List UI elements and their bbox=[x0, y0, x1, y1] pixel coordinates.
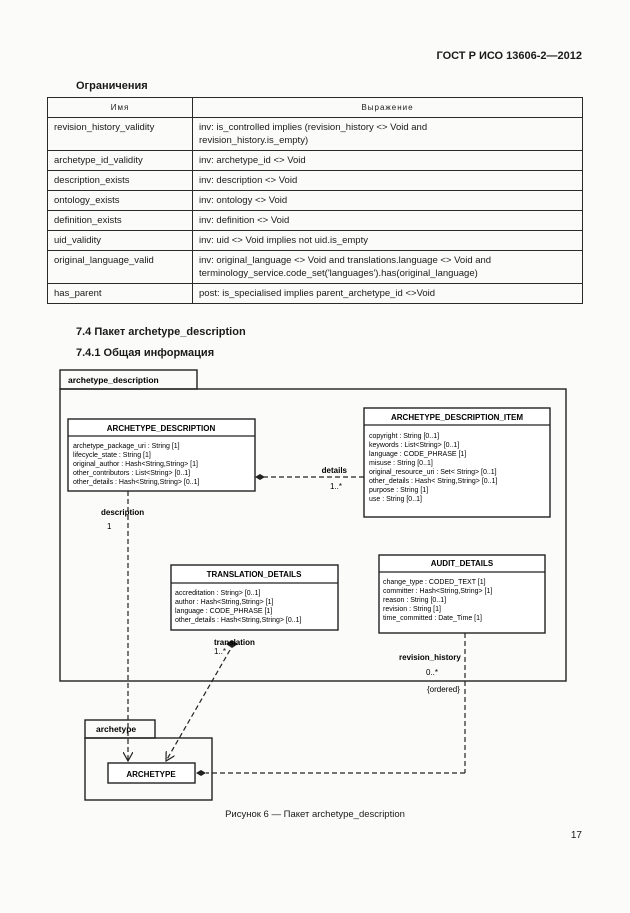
section-7-4-1-title: 7.4.1 Общая информация bbox=[76, 347, 215, 359]
role-label: translation bbox=[214, 638, 255, 647]
class-attribute: revision : String [1] bbox=[383, 606, 441, 613]
expression-line: inv: uid <> Void implies not uid.is_empty bbox=[199, 235, 368, 246]
section-7-4-title: 7.4 Пакет archetype_description bbox=[76, 326, 246, 338]
column-header-name: Имя bbox=[48, 98, 193, 118]
class-name: ARCHETYPE bbox=[126, 770, 176, 779]
package-archetype-description-label: archetype_description bbox=[68, 375, 159, 385]
constraint-name-cell: ontology_exists bbox=[48, 191, 193, 211]
multiplicity-label: 1..* bbox=[214, 647, 227, 656]
class-attribute: copyright : String [0..1] bbox=[369, 433, 440, 440]
constraints-title: Ограничения bbox=[76, 80, 148, 92]
expression-line: inv: description <> Void bbox=[199, 175, 298, 186]
expression-line: terminology_service.code_set('languages').has(original_language) bbox=[199, 268, 478, 279]
constraint-name-cell: uid_validity bbox=[48, 231, 193, 251]
constraint-name-cell: has_parent bbox=[48, 284, 193, 304]
class-attribute: committer : Hash<String,String> [1] bbox=[383, 588, 493, 595]
class-attribute: language : CODE_PHRASE [1] bbox=[175, 608, 273, 615]
constraint-name-cell: definition_exists bbox=[48, 211, 193, 231]
figure-caption: Рисунок 6 — Пакет archetype_description bbox=[225, 809, 405, 820]
constraint-name-cell: description_exists bbox=[48, 171, 193, 191]
association-translation bbox=[166, 638, 255, 761]
constraint-name-cell: archetype_id_validity bbox=[48, 151, 193, 171]
expression-line: inv: original_language <> Void and translations.language <> Void and bbox=[199, 255, 492, 266]
expression-line: revision_history.is_empty) bbox=[199, 135, 309, 146]
package-archetype-label: archetype bbox=[96, 724, 137, 734]
association-revision-history bbox=[196, 633, 465, 776]
role-label: details bbox=[321, 466, 347, 475]
class-name: TRANSLATION_DETAILS bbox=[206, 570, 302, 579]
expression-line: inv: definition <> Void bbox=[199, 215, 290, 226]
class-translation-details bbox=[171, 565, 338, 630]
class-name: ARCHETYPE_DESCRIPTION_ITEM bbox=[390, 413, 524, 422]
expression-line: inv: ontology <> Void bbox=[199, 195, 288, 206]
class-attribute: archetype_package_uri : String [1] bbox=[73, 443, 180, 450]
constraint-name-cell: revision_history_validity bbox=[48, 118, 193, 151]
class-attribute: author : Hash<String,String> [1] bbox=[175, 599, 274, 606]
class-attribute: change_type : CODED_TEXT [1] bbox=[383, 579, 486, 586]
expression-line: post: is_specialised implies parent_archetype_id <>Void bbox=[199, 288, 436, 299]
association-details bbox=[255, 466, 364, 491]
multiplicity-label: 0..* bbox=[426, 668, 439, 677]
role-label: description bbox=[101, 508, 145, 517]
class-attribute: other_contributors : List<String> [0..1] bbox=[73, 470, 191, 477]
ordered-constraint-label: {ordered} bbox=[427, 685, 460, 694]
constraint-name-cell: original_language_valid bbox=[48, 251, 193, 284]
page-number: 17 bbox=[570, 830, 582, 841]
class-attribute: other_details : Hash<String,String> [0..1] bbox=[73, 479, 200, 486]
document-standard-header: ГОСТ Р ИСО 13606-2—2012 bbox=[436, 50, 582, 62]
package-archetype bbox=[85, 720, 212, 800]
class-attribute: reason : String [0..1] bbox=[383, 597, 447, 604]
class-attribute: language : CODE_PHRASE [1] bbox=[369, 451, 467, 458]
class-attribute: lifecycle_state : String [1] bbox=[73, 452, 151, 459]
class-audit-details bbox=[379, 555, 545, 633]
class-attribute: keywords : List<String> [0..1] bbox=[369, 442, 460, 449]
multiplicity-label: 1 bbox=[107, 522, 112, 531]
multiplicity-label: 1..* bbox=[329, 482, 342, 491]
class-attribute: other_details : Hash<String,String> [0..1] bbox=[175, 617, 302, 624]
class-attribute: misuse : String [0..1] bbox=[369, 460, 433, 467]
class-attribute: original_author : Hash<String,String> [1] bbox=[73, 461, 198, 468]
class-attribute: original_resource_uri : Set< String> [0..1] bbox=[369, 469, 497, 476]
class-attribute: other_details : Hash< String,String> [0..1] bbox=[369, 478, 498, 485]
class-archetype-description bbox=[68, 419, 255, 491]
class-name: ARCHETYPE_DESCRIPTION bbox=[106, 424, 216, 433]
class-attribute: time_committed : Date_Time [1] bbox=[383, 615, 482, 622]
column-header-expression: Выражение bbox=[193, 98, 583, 118]
expression-line: inv: is_controlled implies (revision_history <> Void and bbox=[199, 122, 428, 133]
class-attribute: purpose : String [1] bbox=[369, 487, 429, 494]
role-label: revision_history bbox=[399, 653, 461, 662]
class-attribute: use : String [0..1] bbox=[369, 496, 422, 503]
class-attribute: accreditation : String> [0..1] bbox=[175, 590, 261, 597]
class-archetype-description-item bbox=[364, 408, 550, 517]
expression-line: inv: archetype_id <> Void bbox=[199, 155, 306, 166]
class-archetype bbox=[108, 763, 195, 783]
class-name: AUDIT_DETAILS bbox=[430, 559, 494, 568]
